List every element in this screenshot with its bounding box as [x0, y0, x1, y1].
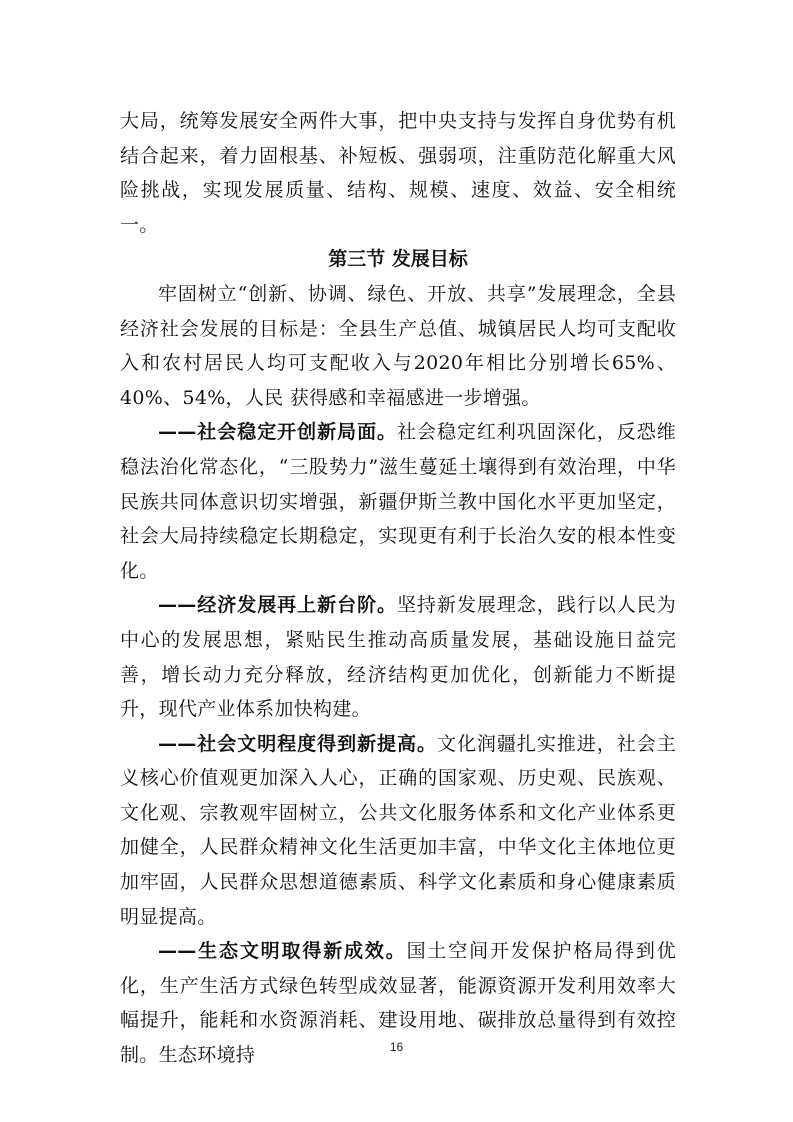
intro-paragraph: 牢固树立“创新、协调、绿色、开放、共享”发展理念，全县经济社会发展的目标是：全县生产总值、城镇居民人均可支配收入和农村居民人均可支配收入与2020年相比分别增长65%、40%、54%，人民 获得感和幸福感进一步增强。 [120, 282, 676, 409]
goal-lead-civilization: ——社会文明程度得到新提高。 [158, 732, 437, 755]
goal-lead-ecology: ——生态文明取得新成效。 [158, 940, 407, 963]
goal-text-civilization: 文化润疆扎实推进，社会主义核心价值观更加深入人心，正确的国家观、历史观、民族观、文化观、宗教观牢固树立，公共文化服务体系和文化产业体系更加健全，人民群众精神文化生活更加丰富，中华文化主体地位更加牢固，人民群众思想道德素质、科学文化素质和身心健康素质明显提高。 [120, 732, 676, 928]
goal-text-economy: 坚持新发展理念，践行以人民为中心的发展思想，紧贴民生推动高质量发展，基础设施日益完善，增长动力充分释放，经济结构更加优化，创新能力不断提升，现代产业体系加快构建。 [120, 594, 677, 721]
section-heading: 第三节 发展目标 [328, 248, 468, 271]
continuation-paragraph: 大局，统筹发展安全两件大事，把中央支持与发挥自身优势有机结合起来，着力固根基、补短板、强弱项，注重防范化解重大风险挑战，实现发展质量、结构、规模、速度、效益、安全相统一。 [120, 110, 676, 236]
goal-paragraph-social-stability [120, 415, 676, 588]
goal-paragraph-economy [120, 588, 676, 726]
goal-text-social-stability: 社会稳定红利巩固深化，反恐维稳法治化常态化，“三股势力”滋生蔓延土壤得到有效治理，中华民族共同体意识切实增强，新疆伊斯兰教中国化水平更加坚定，社会大局持续稳定长期稳定，实现更有利于长治久安的根本性变化。 [120, 421, 677, 582]
page-number: 16 [389, 1040, 404, 1054]
goal-lead-social-stability: ——社会稳定开创新局面。 [158, 421, 398, 444]
goal-lead-economy: ——经济发展再上新台阶。 [158, 594, 398, 617]
goal-paragraph-civilization [120, 727, 676, 935]
body-text [120, 104, 676, 1073]
goal-text-ecology: 国土空间开发保护格局得到优化，生产生活方式绿色转型成效显著，能源资源开发利用效率大幅提升，能耗和水资源消耗、建设用地、碳排放总量得到有效控制。生态环境持 [120, 940, 676, 1067]
